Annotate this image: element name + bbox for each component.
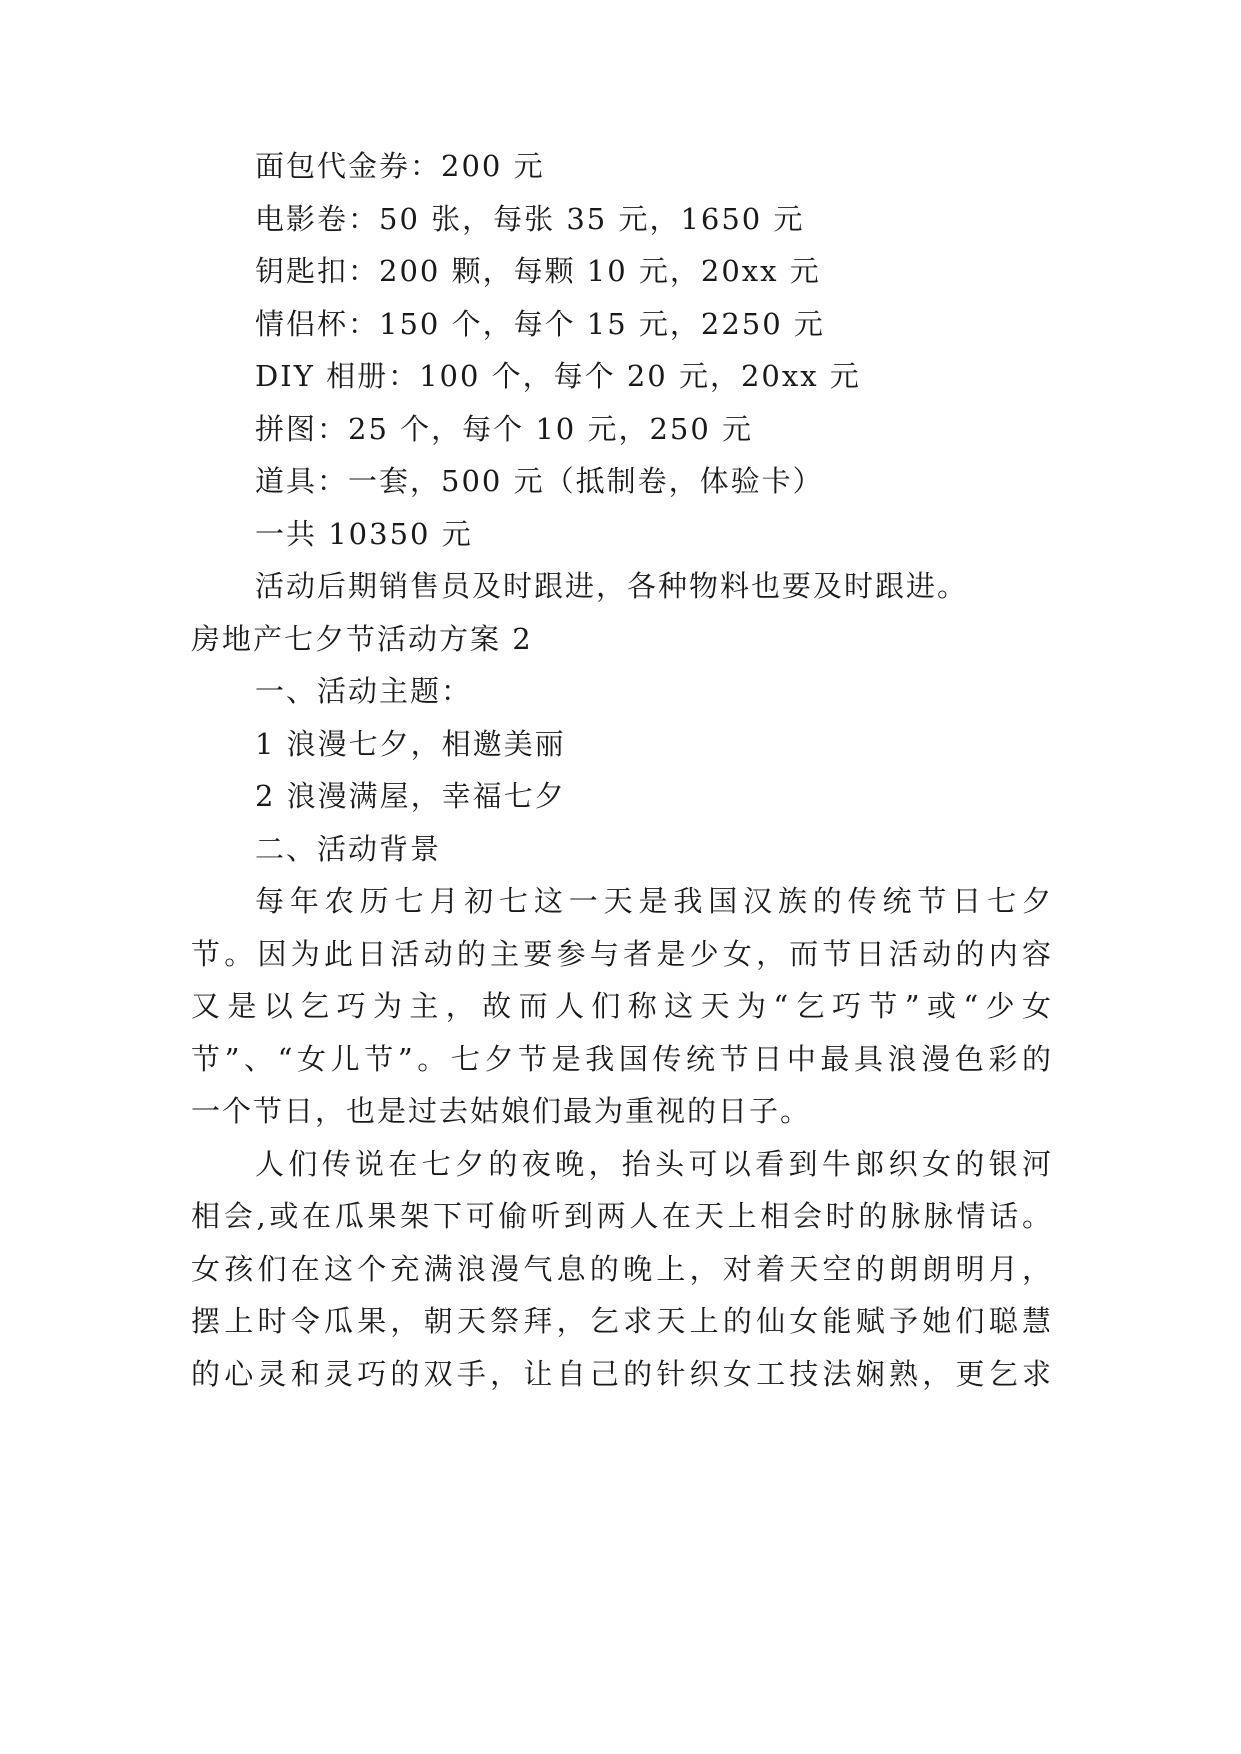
section-title: 房地产七夕节活动方案 2 xyxy=(191,622,533,656)
paragraph-1-line-2: 节。因为此日活动的主要参与者是少女，而节日活动的内容 xyxy=(191,937,1053,971)
paragraph-1-line-4: 节”、“女儿节”。七夕节是我国传统节日中最具浪漫色彩的 xyxy=(191,1042,1053,1076)
budget-item-movie-tickets: 电影卷：50 张，每张 35 元，1650 元 xyxy=(255,202,805,236)
budget-item-puzzle: 拼图：25 个，每个 10 元，250 元 xyxy=(255,412,754,446)
paragraph-1-line-1: 每年农历七月初七这一天是我国汉族的传统节日七夕 xyxy=(255,884,1053,918)
heading-background: 二、活动背景 xyxy=(255,832,442,866)
budget-item-diy-album: DIY 相册：100 个，每个 20 元，20xx 元 xyxy=(255,359,861,393)
paragraph-2-line-5: 的心灵和灵巧的双手，让自己的针织女工技法娴熟，更乞求 xyxy=(191,1357,1053,1391)
paragraph-2-line-3: 女孩们在这个充满浪漫气息的晚上，对着天空的朗朗明月， xyxy=(191,1252,1053,1286)
budget-total: 一共 10350 元 xyxy=(255,517,473,551)
theme-item-2: 2 浪漫满屋，幸福七夕 xyxy=(255,779,566,813)
paragraph-1-line-5: 一个节日，也是过去姑娘们最为重视的日子。 xyxy=(191,1094,812,1128)
budget-item-keychains: 钥匙扣：200 颗，每颗 10 元，20xx 元 xyxy=(255,254,821,288)
followup-note: 活动后期销售员及时跟进，各种物料也要及时跟进。 xyxy=(255,569,969,603)
paragraph-2-line-1: 人们传说在七夕的夜晚，抬头可以看到牛郎织女的银河 xyxy=(255,1147,1053,1181)
theme-item-1: 1 浪漫七夕，相邀美丽 xyxy=(255,727,566,761)
budget-item-couple-cups: 情侣杯：150 个，每个 15 元，2250 元 xyxy=(255,307,825,341)
paragraph-2-line-4: 摆上时令瓜果，朝天祭拜，乞求天上的仙女能赋予她们聪慧 xyxy=(191,1304,1053,1338)
budget-item-props: 道具：一套，500 元（抵制卷，体验卡） xyxy=(255,464,824,498)
paragraph-2-line-2: 相会,或在瓜果架下可偷听到两人在天上相会时的脉脉情话。 xyxy=(191,1199,1053,1233)
heading-theme: 一、活动主题： xyxy=(255,674,473,708)
budget-item-bread-voucher: 面包代金券：200 元 xyxy=(255,149,545,183)
paragraph-1-line-3: 又是以乞巧为主，故而人们称这天为“乞巧节”或“少女 xyxy=(191,989,1053,1023)
